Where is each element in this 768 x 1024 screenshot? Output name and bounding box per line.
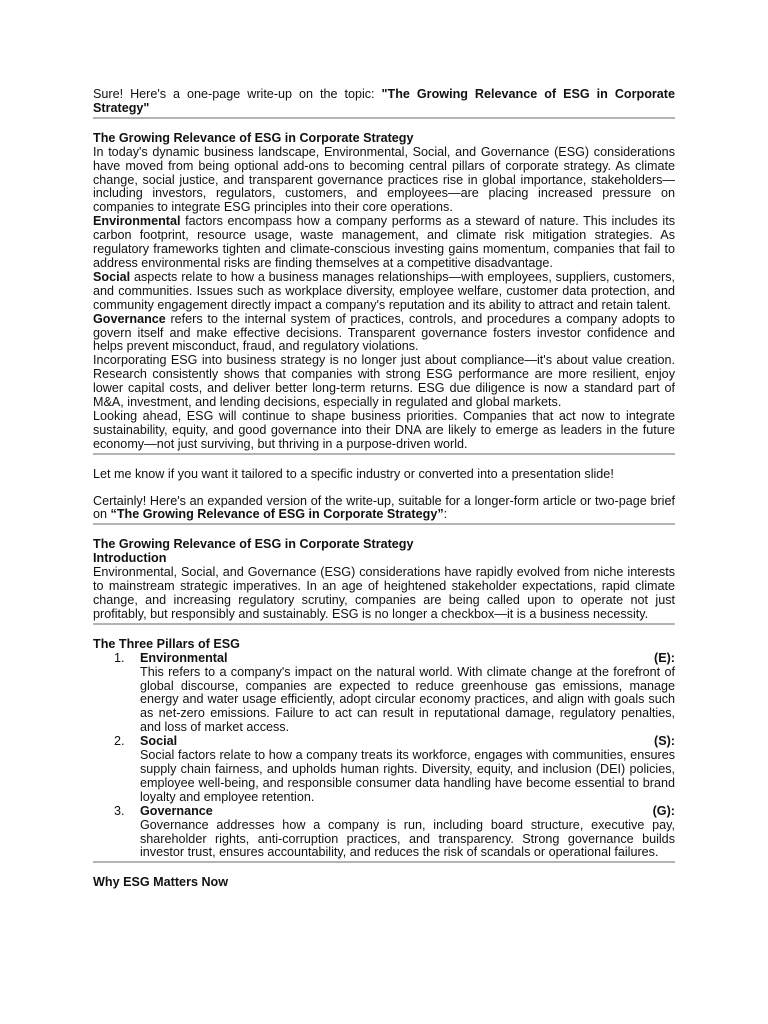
- intro-paragraph: [93, 88, 675, 116]
- social-text: aspects relate to how a business manages relationships—with employees, suppliers, customers, and communities. Issues such as workplace diversity, employee welfare, customer data protection, and community engagement directly impact a company's reputation and its ability to attract and retain talent.: [93, 269, 675, 312]
- article-title: The Growing Relevance of ESG in Corporate Strategy: [93, 537, 414, 552]
- why-esg-heading: Why ESG Matters Now: [93, 875, 229, 890]
- spacer: [93, 625, 675, 638]
- expanded-lead: Certainly! Here's an expanded version of the write-up, suitable for a longer-form article or two-page brief on: [93, 493, 675, 522]
- governance-text: refers to the internal system of practices, controls, and procedures a company adopts to govern itself and make effective decisions. Transparent governance fosters investor confidence and helps prevent misconduct, fraud, and regulatory violations.: [93, 311, 675, 354]
- pillar-heading: [140, 652, 675, 666]
- environmental-text: factors encompass how a company performs as a steward of nature. This includes its carbon footprint, resource usage, waste management, and climate risk mitigation strategies. As regulatory frameworks tighten and climate-conscious investing gains momentum, companies that fail to address environmental risks are finding themselves at a competitive disadvantage.: [93, 214, 675, 270]
- pillar-text: Social factors relate to how a company treats its workforce, engages with communities, ensures supply chain fairness, and upholds human rights. Diversity, equity, and inclusion (DEI) policies, employee well-being, and responsible consumer data handling have become essential to brand loyalty and employee retention.: [140, 748, 675, 804]
- onepage-intro-paragraph: In today's dynamic business landscape, Environmental, Social, and Governance (ESG) considerations have moved from being optional add-ons to becoming central pillars of corporate strategy. As climate change, social justice, and transparent governance practices rise in global importance, stakeholders—including investors, regulators, customers, and employees—are placing increased pressure on companies to integrate ESG principles into their core operations.: [93, 144, 675, 215]
- pillars-list: [93, 652, 675, 861]
- pillar-heading: [140, 805, 675, 819]
- environmental-paragraph: [93, 215, 675, 271]
- spacer: [93, 119, 675, 132]
- list-item: [93, 805, 675, 861]
- pillar-name: Governance: [140, 803, 213, 818]
- incorporating-paragraph: Incorporating ESG into business strategy is no longer just about compliance—it's about value creation. Research consistently shows that companies with strong ESG performance are more resilient, enjoy lower capital costs, and deliver better long-term returns. ESG due diligence is now a standard part of M&A, investment, and lending decisions, especially in regulated and global markets.: [93, 353, 675, 410]
- list-number: 1.: [114, 650, 125, 665]
- environmental-label: Environmental: [93, 214, 181, 229]
- introduction-paragraph: Environmental, Social, and Governance (ESG) considerations have rapidly evolved from niche interests to mainstream strategic imperatives. In an age of heightened stakeholder expectations, rapid climate change, and increasing regulatory scrutiny, companies are being called upon to operate not just profitably, but responsibly and sustainably. ESG is no longer a checkbox—it is a business necessity.: [93, 565, 675, 621]
- list-number: 2.: [114, 734, 125, 749]
- introduction-heading: Introduction: [93, 551, 167, 566]
- pillars-heading: The Three Pillars of ESG: [93, 636, 240, 651]
- onepage-title: The Growing Relevance of ESG in Corporate Strategy: [93, 130, 414, 145]
- intro-lead: Sure! Here's a one-page write-up on the topic:: [93, 87, 382, 101]
- pillar-heading: [140, 735, 675, 749]
- expanded-intro-paragraph: [93, 495, 675, 523]
- governance-label: Governance: [93, 311, 166, 326]
- intro-topic: "The Growing Relevance of ESG in Corporate Strategy": [93, 87, 675, 115]
- looking-ahead-paragraph: Looking ahead, ESG will continue to shape business priorities. Companies that act now to integrate sustainability, equity, and good governance into their DNA are likely to emerge as leaders in the future economy—not just surviving, but thriving in a purpose-driven world.: [93, 408, 675, 451]
- list-item: [93, 652, 675, 735]
- social-label: Social: [93, 269, 131, 284]
- pillar-name: Environmental: [140, 650, 228, 665]
- list-item: [93, 735, 675, 805]
- document-page: [93, 88, 675, 890]
- expanded-topic: “The Growing Relevance of ESG in Corporate Strategy”: [110, 507, 444, 522]
- social-paragraph: [93, 271, 675, 313]
- pillar-text: This refers to a company's impact on the natural world. With climate change at the forefront of global discourse, companies are expected to reduce greenhouse gas emissions, manage energy and water usage efficiently, adopt circular economy practices, and align with goals such as net-zero emissions. Failure to act can result in reputational damage, regulatory penalties, and loss of market access.: [140, 664, 675, 735]
- pillar-code: (E):: [654, 650, 675, 665]
- pillar-text: Governance addresses how a company is run, including board structure, executive pay, shareholder rights, anti-corruption practices, and transparency. Strong governance builds investor trust, ensures accountability, and reduces the risk of scandals or operational failures.: [140, 817, 675, 860]
- list-number: 3.: [114, 803, 125, 818]
- expanded-tail: :: [443, 507, 448, 522]
- pillar-name: Social: [140, 734, 178, 749]
- pillar-code: (S):: [654, 734, 675, 749]
- pillar-code: (G):: [652, 803, 675, 818]
- governance-paragraph: [93, 313, 675, 355]
- let-me-know-paragraph: Let me know if you want it tailored to a specific industry or converted into a presentation slide!: [93, 466, 614, 481]
- spacer: [93, 455, 675, 468]
